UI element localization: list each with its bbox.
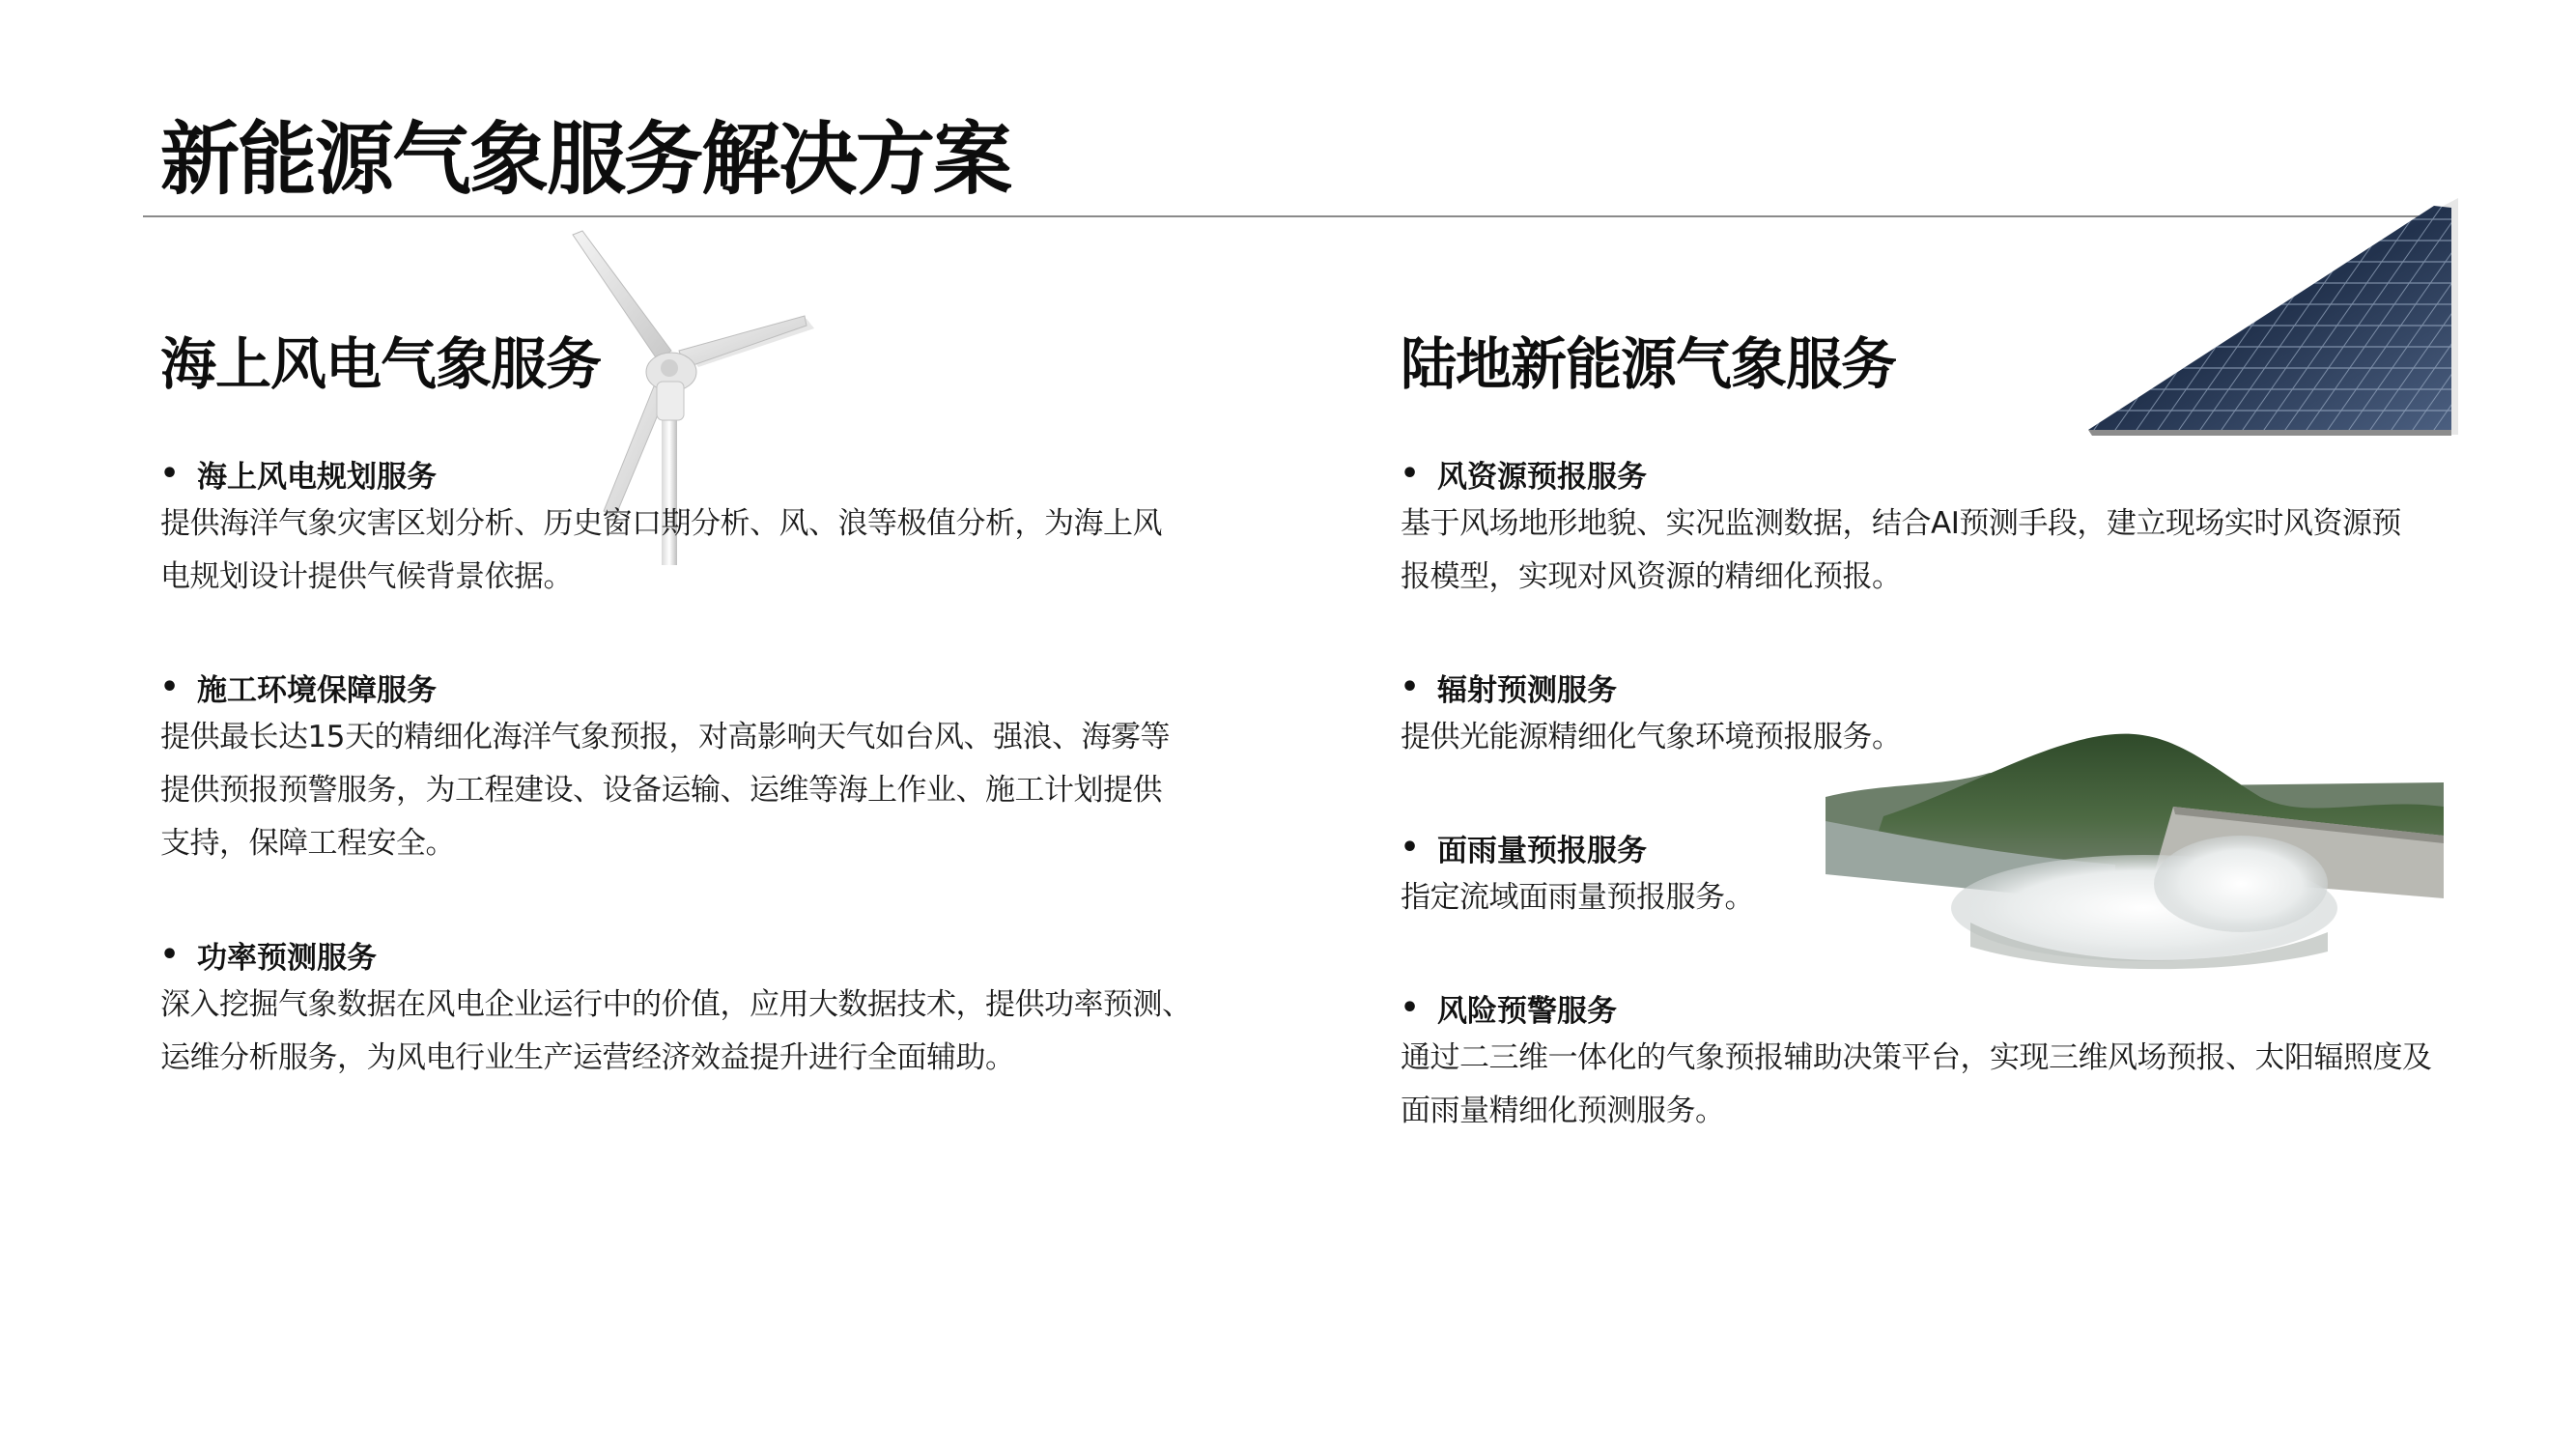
item-label: 辐射预测服务 [1437,672,1617,708]
list-item [160,663,1203,870]
bullet: • [160,456,180,491]
page-title: 新能源气象服务解决方案 [160,114,1011,206]
item-label: 面雨量预报服务 [1437,833,1647,868]
item-label: 风资源预报服务 [1437,459,1647,495]
list-item [1401,663,2444,764]
list-item [1401,983,2444,1138]
solar-panel-image [2086,198,2458,440]
item-text: 基于风场地形地貌、实况监测数据，结合AI预测手段，建立现场实时风资源预报模型，实现对风资源的精细化预报。 [1401,506,2401,594]
item-text: 指定流域面雨量预报服务。 [1401,880,1754,915]
item-text: 提供最长达15天的精细化海洋气象预报，对高影响天气如台风、强浪、海雾等提供预报预警服务，为工程建设、设备运输、运维等海上作业、施工计划提供支持，保障工程安全。 [160,720,1170,861]
list-item [1401,449,2444,604]
item-label: 风险预警服务 [1437,993,1617,1029]
item-text: 通过二三维一体化的气象预报辅助决策平台，实现三维风场预报、太阳辐照度及面雨量精细化预测服务。 [1401,1040,2432,1128]
onshore-energy-heading: 陆地新能源气象服务 [1401,331,1897,397]
list-item [160,449,1203,604]
bullet: • [1401,990,1420,1025]
bullet: • [160,669,180,704]
bullet: • [1401,669,1420,704]
bullet: • [1401,456,1420,491]
item-label: 海上风电规划服务 [197,459,437,495]
bullet: • [160,937,180,972]
offshore-wind-heading: 海上风电气象服务 [160,331,602,397]
item-text: 提供海洋气象灾害区划分析、历史窗口期分析、风、浪等极值分析，为海上风电规划设计提供气候背景依据。 [160,506,1162,594]
list-item [160,930,1203,1085]
item-label: 功率预测服务 [197,940,377,976]
item-label: 施工环境保障服务 [197,672,437,708]
item-text: 提供光能源精细化气象环境预报服务。 [1401,720,1902,754]
bullet: • [1401,830,1420,865]
list-item [1401,823,2444,924]
item-text: 深入挖掘气象数据在风电企业运行中的价值，应用大数据技术，提供功率预测、运维分析服务，为风电行业生产运营经济效益提升进行全面辅助。 [160,987,1192,1075]
